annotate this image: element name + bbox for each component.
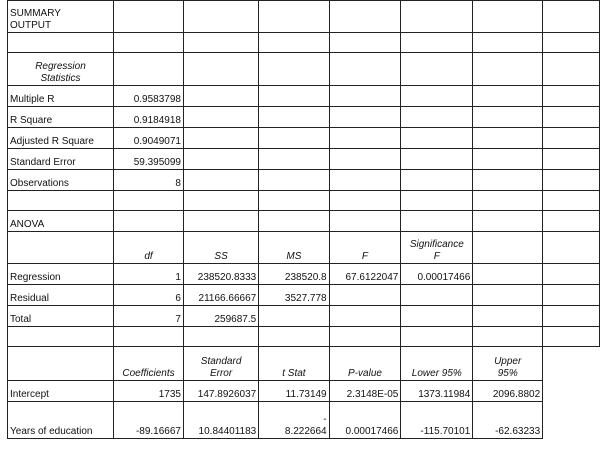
anova-significance-f-cell[interactable]	[401, 306, 473, 327]
stat-label-cell[interactable]: Multiple R	[8, 86, 114, 107]
empty-cell[interactable]	[8, 33, 114, 53]
upper-95-line-2: 95%	[497, 368, 518, 379]
anova-header-ms[interactable]: MS	[259, 232, 329, 264]
empty-cell[interactable]	[113, 1, 183, 33]
coef-row-label[interactable]: Intercept	[8, 381, 114, 402]
empty-cell[interactable]	[543, 86, 600, 107]
empty-cell[interactable]	[543, 128, 600, 149]
empty-cell[interactable]	[543, 149, 600, 170]
empty-cell[interactable]	[113, 211, 183, 232]
anova-ms-cell[interactable]: 3527.778	[259, 285, 329, 306]
coef-se-cell[interactable]: 147.8926037	[183, 381, 258, 402]
empty-cell[interactable]	[543, 327, 600, 347]
empty-cell[interactable]	[543, 191, 600, 211]
anova-f-cell[interactable]: 67.6122047	[329, 264, 401, 285]
empty-cell[interactable]	[183, 128, 258, 149]
empty-cell[interactable]	[543, 232, 600, 264]
coef-value-cell[interactable]: 1735	[113, 381, 183, 402]
empty-cell[interactable]	[473, 86, 543, 107]
anova-ms-cell[interactable]: 238520.8	[259, 264, 329, 285]
empty-cell[interactable]	[259, 327, 329, 347]
empty-cell[interactable]	[259, 1, 329, 33]
upper-95-line-1: Upper	[494, 356, 522, 367]
tstat-wrapped-sign: -	[323, 414, 327, 425]
coef-header-p-value[interactable]: P-value	[329, 347, 401, 381]
empty-cell[interactable]	[401, 107, 473, 128]
empty-cell[interactable]	[473, 1, 543, 33]
empty-cell[interactable]	[473, 264, 543, 285]
coef-upper-cell[interactable]: -62.63233	[473, 402, 543, 439]
empty-cell[interactable]	[8, 191, 114, 211]
empty-cell[interactable]	[329, 170, 401, 191]
empty-cell[interactable]	[543, 170, 600, 191]
empty-cell[interactable]	[183, 327, 258, 347]
coef-tstat-cell[interactable]	[259, 402, 329, 439]
anova-row-label[interactable]: Regression	[8, 264, 114, 285]
tstat-wrapped-digits: 8.222664	[284, 426, 327, 437]
empty-cell[interactable]	[543, 107, 600, 128]
empty-cell[interactable]	[8, 232, 114, 264]
coef-pvalue-cell[interactable]: 0.00017466	[329, 402, 401, 439]
empty-cell[interactable]	[543, 285, 600, 306]
anova-ms-cell[interactable]	[259, 306, 329, 327]
anova-df-cell[interactable]: 1	[113, 264, 183, 285]
anova-ss-cell[interactable]: 21166.66667	[183, 285, 258, 306]
coef-lower-cell[interactable]: -115.70101	[401, 402, 473, 439]
coef-tstat-cell[interactable]: 11.73149	[259, 381, 329, 402]
coef-lower-cell[interactable]: 1373.11984	[401, 381, 473, 402]
empty-cell[interactable]	[401, 53, 473, 86]
empty-cell[interactable]	[183, 33, 258, 53]
empty-cell[interactable]	[259, 191, 329, 211]
stat-value-cell[interactable]: 0.9049071	[113, 128, 183, 149]
empty-cell[interactable]	[183, 211, 258, 232]
empty-cell[interactable]	[543, 211, 600, 232]
anova-header-ss[interactable]: SS	[183, 232, 258, 264]
empty-cell[interactable]	[8, 327, 114, 347]
regression-stats-header-line-2: Statistics	[40, 73, 81, 84]
empty-cell[interactable]	[543, 264, 600, 285]
empty-cell[interactable]	[259, 107, 329, 128]
regression-stats-header-cell[interactable]	[8, 53, 114, 86]
anova-header-df[interactable]: df	[113, 232, 183, 264]
coef-row-label[interactable]: Years of education	[8, 402, 114, 439]
empty-cell[interactable]	[329, 53, 401, 86]
anova-title-cell[interactable]: ANOVA	[8, 211, 114, 232]
anova-row-label[interactable]: Total	[8, 306, 114, 327]
empty-cell[interactable]	[401, 128, 473, 149]
empty-cell[interactable]	[473, 149, 543, 170]
empty-cell[interactable]	[473, 327, 543, 347]
empty-cell[interactable]	[113, 191, 183, 211]
empty-cell[interactable]	[183, 107, 258, 128]
empty-cell[interactable]	[329, 128, 401, 149]
empty-cell[interactable]	[473, 232, 543, 264]
coef-header-standard-error[interactable]	[183, 347, 258, 381]
anova-f-cell[interactable]	[329, 285, 401, 306]
coef-value-cell[interactable]: -89.16667	[113, 402, 183, 439]
empty-cell[interactable]	[259, 33, 329, 53]
significance-f-line-1: Significance	[409, 239, 464, 250]
empty-cell[interactable]	[401, 86, 473, 107]
empty-cell[interactable]	[473, 33, 543, 53]
empty-cell[interactable]	[329, 107, 401, 128]
empty-cell[interactable]	[259, 86, 329, 107]
anova-header-f[interactable]: F	[329, 232, 401, 264]
summary-title-cell[interactable]	[8, 1, 114, 33]
empty-cell[interactable]	[473, 191, 543, 211]
empty-cell[interactable]	[329, 1, 401, 33]
empty-cell[interactable]	[401, 211, 473, 232]
anova-df-cell[interactable]: 7	[113, 306, 183, 327]
empty-cell[interactable]	[113, 33, 183, 53]
empty-cell[interactable]	[183, 1, 258, 33]
empty-cell[interactable]	[401, 149, 473, 170]
empty-cell[interactable]	[401, 191, 473, 211]
anova-significance-f-cell[interactable]: 0.00017466	[401, 264, 473, 285]
empty-cell[interactable]	[183, 191, 258, 211]
standard-error-line-1: Standard	[200, 356, 242, 367]
empty-cell[interactable]	[183, 53, 258, 86]
anova-row-label[interactable]: Residual	[8, 285, 114, 306]
summary-title-line-2: OUTPUT	[10, 20, 52, 31]
empty-cell[interactable]	[259, 128, 329, 149]
standard-error-line-2: Error	[209, 368, 233, 379]
empty-cell[interactable]	[329, 33, 401, 53]
stat-label-cell[interactable]: R Square	[8, 107, 114, 128]
empty-cell[interactable]	[401, 33, 473, 53]
empty-cell[interactable]	[329, 86, 401, 107]
coef-header-lower-95[interactable]: Lower 95%	[401, 347, 473, 381]
summary-title-line-1: SUMMARY	[10, 8, 61, 19]
empty-cell[interactable]	[401, 327, 473, 347]
empty-cell[interactable]	[543, 53, 600, 86]
coef-header-coefficients[interactable]: Coefficients	[113, 347, 183, 381]
stat-value-cell[interactable]: 0.9583798	[113, 86, 183, 107]
empty-cell[interactable]	[473, 285, 543, 306]
empty-cell[interactable]	[8, 347, 114, 381]
anova-ss-cell[interactable]: 259687.5	[183, 306, 258, 327]
empty-cell[interactable]	[113, 327, 183, 347]
anova-significance-f-cell[interactable]	[401, 285, 473, 306]
empty-cell[interactable]	[113, 53, 183, 86]
stat-label-cell[interactable]: Standard Error	[8, 149, 114, 170]
empty-cell[interactable]	[473, 53, 543, 86]
anova-ss-cell[interactable]: 238520.8333	[183, 264, 258, 285]
anova-f-cell[interactable]	[329, 306, 401, 327]
coef-header-upper-95[interactable]	[473, 347, 543, 381]
empty-cell[interactable]	[543, 1, 600, 33]
empty-cell[interactable]	[329, 149, 401, 170]
significance-f-line-2: F	[433, 251, 440, 262]
stat-value-cell[interactable]: 0.9184918	[113, 107, 183, 128]
empty-cell[interactable]	[259, 149, 329, 170]
empty-cell[interactable]	[473, 211, 543, 232]
anova-header-significance-f[interactable]	[401, 232, 473, 264]
coef-pvalue-cell[interactable]: 2.3148E-05	[329, 381, 401, 402]
coef-upper-cell[interactable]: 2096.8802	[473, 381, 543, 402]
coef-header-t-stat[interactable]: t Stat	[259, 347, 329, 381]
empty-cell[interactable]	[259, 53, 329, 86]
empty-cell[interactable]	[473, 170, 543, 191]
empty-cell[interactable]	[543, 33, 600, 53]
empty-cell[interactable]	[329, 211, 401, 232]
empty-cell[interactable]	[401, 1, 473, 33]
stat-value-cell[interactable]: 59.395099	[113, 149, 183, 170]
empty-cell[interactable]	[183, 170, 258, 191]
stat-label-cell[interactable]: Observations	[8, 170, 114, 191]
empty-cell[interactable]	[473, 306, 543, 327]
empty-cell[interactable]	[473, 107, 543, 128]
summary-output-table	[7, 0, 600, 439]
regression-stats-header-line-1: Regression	[35, 61, 86, 72]
empty-cell[interactable]	[473, 128, 543, 149]
empty-cell[interactable]	[183, 149, 258, 170]
stat-label-cell[interactable]: Adjusted R Square	[8, 128, 114, 149]
empty-cell[interactable]	[329, 191, 401, 211]
empty-cell[interactable]	[543, 306, 600, 327]
coef-se-cell[interactable]: 10.84401183	[183, 402, 258, 439]
empty-cell[interactable]	[183, 86, 258, 107]
anova-df-cell[interactable]: 6	[113, 285, 183, 306]
empty-cell[interactable]	[401, 170, 473, 191]
empty-cell[interactable]	[259, 211, 329, 232]
stat-value-cell[interactable]: 8	[113, 170, 183, 191]
empty-cell[interactable]	[259, 170, 329, 191]
empty-cell[interactable]	[329, 327, 401, 347]
